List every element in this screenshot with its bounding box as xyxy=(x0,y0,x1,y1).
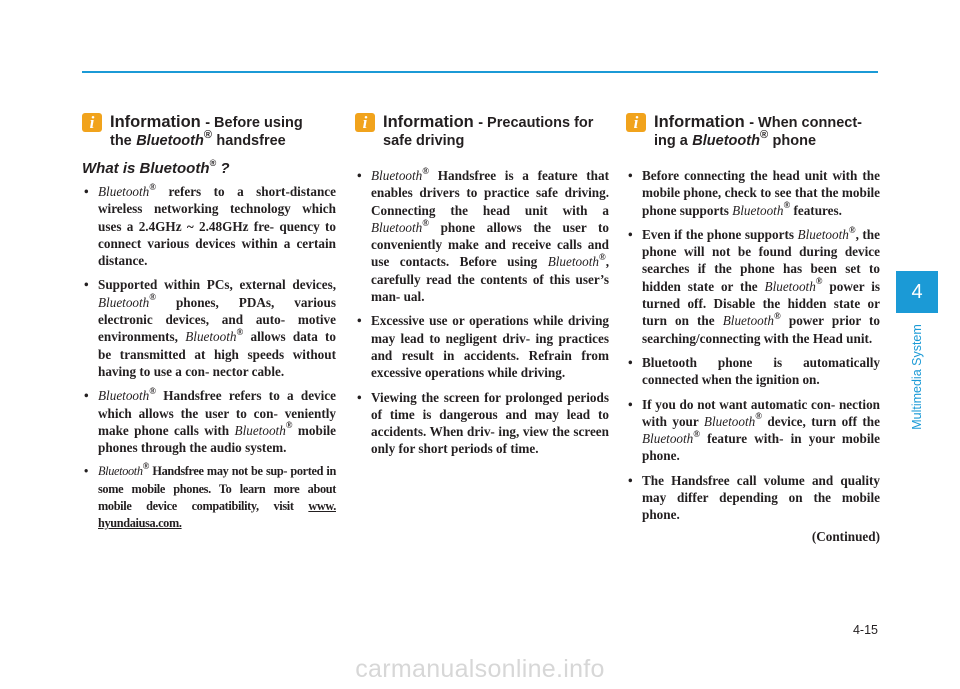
information-icon: i xyxy=(82,113,102,132)
list-item: • The Handsfree call volume and quality may differ depending on the mobile phone. xyxy=(626,472,880,524)
info-heading-precautions xyxy=(355,113,609,150)
heading-brand: Bluetooth xyxy=(136,133,204,149)
heading-information: Information xyxy=(110,113,201,131)
section-label: Multimedia System xyxy=(910,324,924,430)
heading-subtitle-a: - Before using xyxy=(205,115,303,131)
list-item: • Viewing the screen for prolonged periods of time is dangerous and may lead to accidents. When driv- ing, view the screen only for short periods of time. xyxy=(355,389,609,458)
continued-label: (Continued) xyxy=(811,528,880,544)
column-when-connecting-phone xyxy=(626,113,880,545)
heading-subtitle-b-post: handsfree xyxy=(216,133,286,149)
list-item: • If you do not want automatic con- nection with your Bluetooth® device, turn off the Bluetooth® feature with- in your mobile phone. xyxy=(626,396,880,465)
list-item: • Bluetooth® Handsfree is a feature that enables drivers to practice safe driving. Connecting the head unit with a Bluetooth® phone allows the user to conveniently make and receive calls and use contacts. Before using Bluetooth®, carefully read the contents of this user’s man- ual. xyxy=(355,167,609,305)
bullet-list xyxy=(355,167,609,458)
heading-subtitle-a: - When connect- xyxy=(749,115,862,131)
information-icon: i xyxy=(626,113,646,132)
heading-subtitle-b: safe driving xyxy=(383,133,465,149)
chapter-number-tab: 4 xyxy=(896,271,938,313)
column-before-using-bluetooth xyxy=(82,113,336,540)
heading-subtitle-a: - Precautions for xyxy=(478,115,594,131)
heading-subtitle-b-post: phone xyxy=(772,133,817,149)
heading-brand: Bluetooth xyxy=(692,133,760,149)
list-item: • Bluetooth phone is automatically connected when the ignition on. xyxy=(626,354,880,389)
info-heading-when-connecting xyxy=(626,113,880,150)
list-item: • Even if the phone supports Bluetooth®, the phone will not be found during device searches if the phone has been set to hidden state or the Bluetooth® power is turned off. Disable the hidden state or turn on the Bluetooth® power prior to searching/connecting with the Head unit. xyxy=(626,226,880,347)
watermark: carmanualsonline.info xyxy=(355,655,605,683)
registered-mark: ® xyxy=(759,128,769,141)
information-icon: i xyxy=(355,113,375,132)
question-what-is-bluetooth: What is Bluetooth® ? xyxy=(82,158,230,177)
list-item: • Excessive use or operations while driving may lead to negligent driv- ing practices and result in accidents. Refrain from excessive operations while driving. xyxy=(355,312,609,381)
list-item: • Bluetooth® Handsfree may not be sup- ported in some mobile phones. To learn more about mobile device compatibility, visit www. hyundaiusa.com. xyxy=(82,463,336,532)
bullet-list xyxy=(626,167,880,524)
heading-subtitle-b-pre: ing a xyxy=(654,133,688,149)
column-precautions-safe-driving xyxy=(355,113,609,465)
heading-subtitle-b-pre: the xyxy=(110,133,132,149)
page-number: 4-15 xyxy=(852,623,878,637)
list-item: • Before connecting the head unit with the mobile phone, check to see that the mobile phone supports Bluetooth® features. xyxy=(626,167,880,219)
info-heading-before-using xyxy=(82,113,336,150)
heading-information: Information xyxy=(383,113,474,131)
list-item: • Bluetooth® refers to a short-distance wireless networking technology which uses a 2.4GHz ~ 2.48GHz fre- quency to connect various devices within a certain distance. xyxy=(82,183,336,269)
heading-information: Information xyxy=(654,113,745,131)
registered-mark: ® xyxy=(203,128,212,141)
header-rule xyxy=(82,71,878,73)
bullet-list xyxy=(82,183,336,533)
hyundaiusa-link[interactable]: www. hyundaiusa.com. xyxy=(98,499,336,531)
list-item: • Supported within PCs, external devices, Bluetooth® phones, PDAs, various electronic devices, and auto- motive environments, Bluetooth® allows data to be transmitted at high speeds without having to use a con- nector cable. xyxy=(82,276,336,380)
list-item: • Bluetooth® Handsfree refers to a device which allows the user to con- veniently make phone calls with Bluetooth® mobile phones through the audio system. xyxy=(82,387,336,456)
